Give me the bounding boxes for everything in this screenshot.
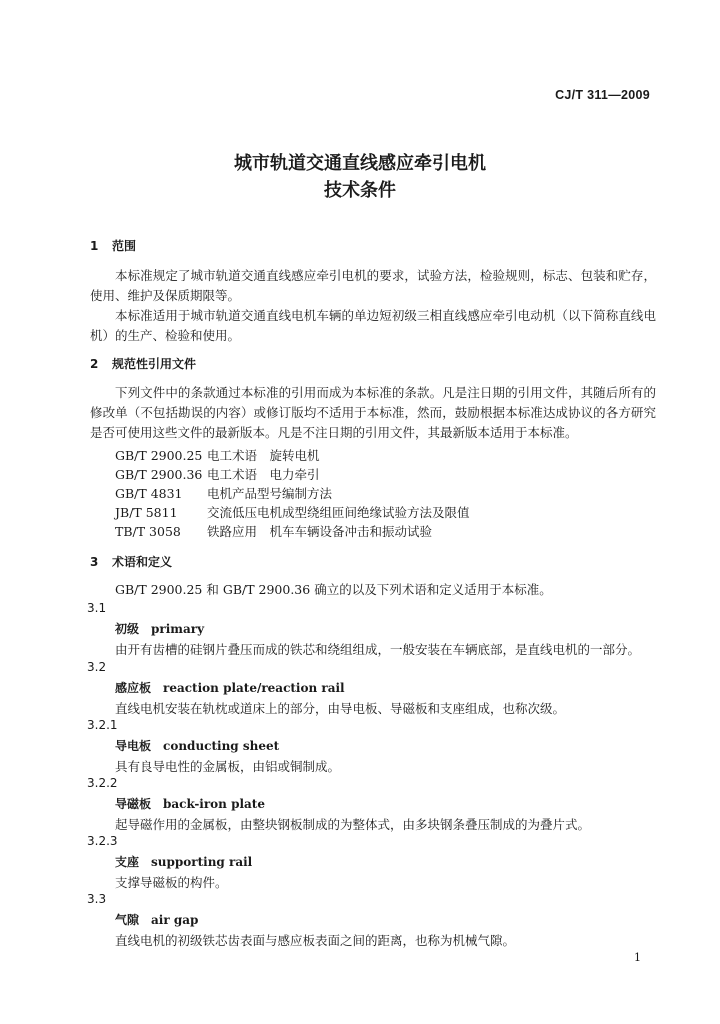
term-definition: 由开有齿槽的硅钢片叠压而成的铁芯和绕组组成，一般安装在车辆底部，是直线电机的一部分。	[115, 642, 641, 657]
section-number: 2	[90, 357, 99, 371]
term-heading	[115, 795, 265, 812]
term-zh: 感应板	[115, 681, 152, 695]
term-en: back-iron plate	[163, 797, 265, 811]
term-en: reaction plate/reaction rail	[163, 681, 345, 695]
reference-code: GB/T 4831	[115, 486, 183, 501]
document-subtitle: 技术条件	[324, 180, 396, 201]
term-definition: 直线电机的初级铁芯齿表面与感应板表面之间的距离，也称为机械气隙。	[115, 933, 516, 948]
term-definition: 支撑导磁板的构件。	[115, 875, 228, 890]
term-zh: 支座	[115, 855, 140, 869]
term-number: 3.2.1	[87, 718, 118, 732]
term-definition: 具有良导电性的金属板，由铝或铜制成。	[115, 759, 341, 774]
reference-item	[115, 522, 432, 540]
term-number: 3.2.2	[87, 776, 118, 790]
section-number: 3	[90, 555, 99, 569]
term-heading	[115, 679, 345, 696]
section-intro: GB/T 2900.25 和 GB/T 2900.36 确立的以及下列术语和定义适用于本标准。	[115, 582, 552, 597]
paragraph: 本标准规定了城市轨道交通直线感应牵引电机的要求，试验方法，检验规则，标志、包装和贮存，使用、维护及保质期限等。	[90, 268, 656, 303]
term-heading	[115, 911, 198, 928]
term-number: 3.3	[87, 892, 107, 906]
reference-code: GB/T 2900.25	[115, 448, 203, 463]
reference-title: 铁路应用 机车车辆设备冲击和振动试验	[207, 524, 433, 539]
section-number: 1	[90, 239, 99, 253]
term-zh: 气隙	[115, 913, 140, 927]
reference-title: 交流低压电机成型绕组匝间绝缘试验方法及限值	[207, 505, 470, 520]
reference-item	[115, 503, 470, 521]
term-en: air gap	[151, 913, 199, 927]
document-title: 城市轨道交通直线感应牵引电机	[234, 153, 486, 174]
paragraph: 下列文件中的条款通过本标准的引用而成为本标准的条款。凡是注日期的引用文件，其随后所有的修改单（不包括勘误的内容）或修订版均不适用于本标准，然而，鼓励根据本标准达成协议的各方研究是否可使用这些文件的最新版本。凡是不注日期的引用文件，其最新版本适用于本标准。	[90, 385, 656, 440]
term-heading	[115, 853, 252, 870]
section-title: 规范性引用文件	[112, 357, 197, 371]
reference-title: 电机产品型号编制方法	[207, 486, 333, 501]
reference-code: JB/T 5811	[115, 505, 178, 520]
term-en: primary	[151, 622, 205, 636]
reference-item	[115, 465, 320, 483]
section-heading	[90, 355, 196, 372]
standard-code: CJ/T 311—2009	[555, 88, 650, 102]
term-en: supporting rail	[151, 855, 253, 869]
reference-item	[115, 484, 332, 502]
reference-code: GB/T 2900.36	[115, 467, 203, 482]
section-title: 术语和定义	[112, 555, 173, 569]
page-number: 1	[634, 951, 641, 964]
term-zh: 初级	[115, 622, 140, 636]
reference-code: TB/T 3058	[115, 524, 181, 539]
term-heading	[115, 620, 204, 637]
section-title: 范围	[112, 239, 137, 253]
term-en: conducting sheet	[163, 739, 280, 753]
term-number: 3.1	[87, 601, 107, 615]
term-number: 3.2.3	[87, 834, 118, 848]
term-zh: 导电板	[115, 739, 152, 753]
section-heading	[90, 237, 136, 254]
section-heading	[90, 553, 172, 570]
term-definition: 直线电机安装在轨枕或道床上的部分，由导电板、导磁板和支座组成，也称次级。	[115, 701, 566, 716]
term-zh: 导磁板	[115, 797, 152, 811]
term-heading	[115, 737, 279, 754]
reference-title: 电工术语 旋转电机	[207, 448, 320, 463]
reference-item	[115, 446, 320, 464]
term-definition: 起导磁作用的金属板，由整块钢板制成的为整体式，由多块钢条叠压制成的为叠片式。	[115, 817, 591, 832]
term-number: 3.2	[87, 660, 107, 674]
paragraph: 本标准适用于城市轨道交通直线电机车辆的单边短初级三相直线感应牵引电动机（以下简称直线电机）的生产、检验和使用。	[90, 308, 656, 343]
reference-title: 电工术语 电力牵引	[207, 467, 320, 482]
